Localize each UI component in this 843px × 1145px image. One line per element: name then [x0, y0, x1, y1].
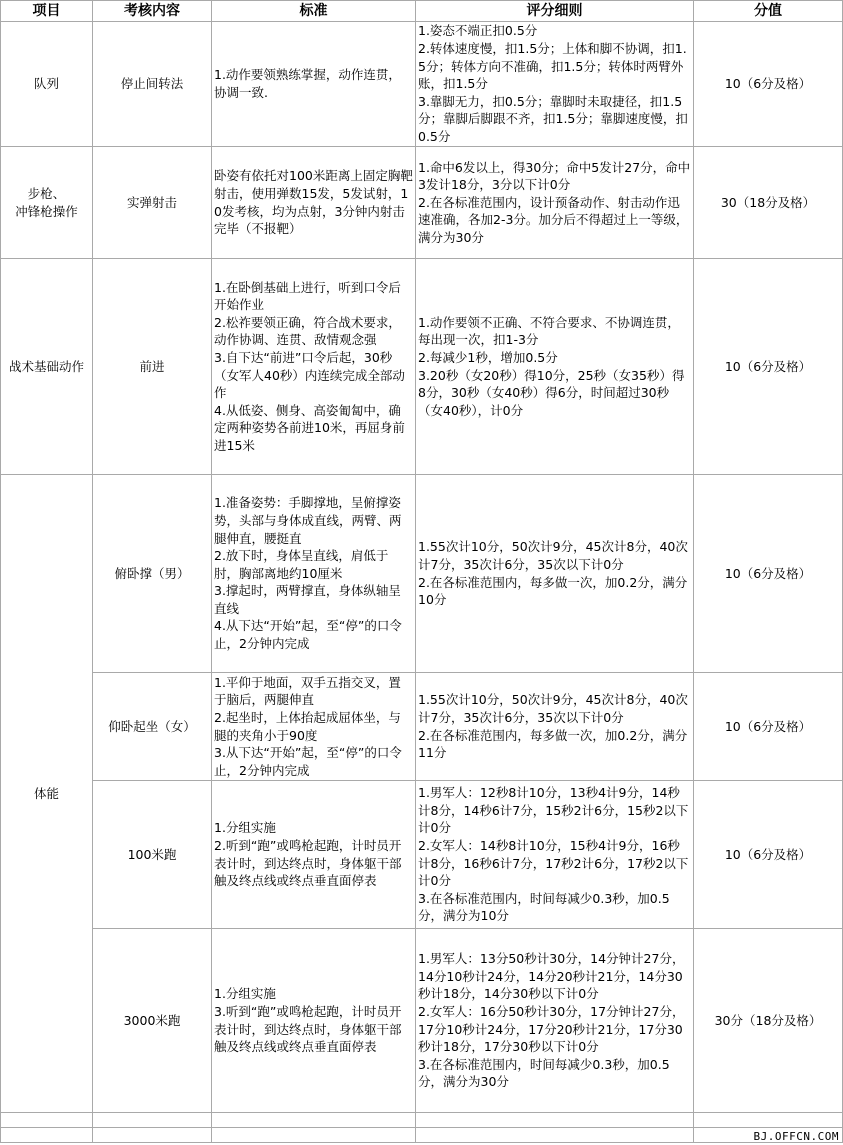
cell-scoring: 1.男军人：13分50秒计30分，14分钟计27分，14分10秒计24分，14分20秒计21分，14分30秒计18分，14分30秒以下计0分 2.女军人：16分50秒计30分，17分钟计27分，17分10秒计24分，17分20秒计21分，17分30秒计18分，17分30秒以下计0分 3.在各标准范围内，时间每减少0.3秒，加0.5分，满分为30分	[416, 929, 694, 1113]
cell-scoring: 1.命中6发以上，得30分；命中5发计27分，命中3发计18分，3分以下计0分 2.在各标准范围内，设计预备动作、射击动作迅速准确，各加2-3分。加分后不得超过上一等级，满分为30分	[416, 147, 694, 259]
header-standard: 标准	[212, 1, 416, 22]
cell-scoring: 1.姿态不端正扣0.5分 2.转体速度慢，扣1.5分；上体和脚不协调，扣1.5分；转体方向不准确，扣1.5分；转体时两臂外账，扣1.5分 3.靠脚无力，扣0.5分；靠脚时未取捷径，扣1.5分；靠脚后脚跟不齐，扣1.5分；靠脚速度慢，扣0.5分	[416, 22, 694, 147]
cell-score: 10（6分及格）	[694, 475, 843, 673]
cell-standard: 1.分组实施 3.听到“跑”或鸣枪起跑，计时员开表计时，到达终点时，身体躯干部触及终点线或终点垂直面停表	[212, 929, 416, 1113]
table-row	[1, 147, 843, 259]
cell-content: 实弹射击	[93, 147, 212, 259]
cell-scoring: 1.动作要领不正确、不符合要求、不协调连贯，每出现一次，扣1-3分 2.每减少1秒，增加0.5分 3.20秒（女20秒）得10分，25秒（女35秒）得8分，30秒（女40秒）得6分，时间超过30秒（女40秒），计0分	[416, 259, 694, 475]
cell-content: 100米跑	[93, 781, 212, 929]
cell-score: 10（6分及格）	[694, 22, 843, 147]
table-row	[1, 781, 843, 929]
empty-row	[1, 1113, 843, 1128]
empty-cell	[212, 1113, 416, 1128]
empty-row	[1, 1128, 843, 1143]
cell-content: 3000米跑	[93, 929, 212, 1113]
cell-content: 仰卧起坐（女）	[93, 673, 212, 781]
cell-standard: 1.准备姿势：手脚撑地，呈俯撑姿势，头部与身体成直线，两臂、两腿伸直，腰挺直 2.放下时，身体呈直线，肩低于肘，胸部离地约10厘米 3.撑起时，两臂撑直，身体纵轴呈直线 4.从下达“开始”起，至“停”的口令止，2分钟内完成	[212, 475, 416, 673]
table-row	[1, 475, 843, 673]
header-project: 项目	[1, 1, 93, 22]
empty-cell	[416, 1113, 694, 1128]
cell-content: 前进	[93, 259, 212, 475]
cell-standard: 1.平仰于地面，双手五指交叉，置于脑后，两腿伸直 2.起坐时，上体抬起成屈体坐，与腿的夹角小于90度 3.从下达“开始”起，至“停”的口令止，2分钟内完成	[212, 673, 416, 781]
cell-score: 10（6分及格）	[694, 673, 843, 781]
site-watermark: BJ.OFFCN.COM	[753, 1130, 839, 1143]
cell-scoring: 1.55次计10分，50次计9分，45次计8分，40次计7分，35次计6分，35次以下计0分 2.在各标准范围内，每多做一次，加0.2分，满分10分	[416, 475, 694, 673]
cell-project: 队列	[1, 22, 93, 147]
header-score: 分值	[694, 1, 843, 22]
table-row	[1, 259, 843, 475]
empty-cell	[93, 1113, 212, 1128]
cell-project: 体能	[1, 475, 93, 1113]
header-row	[1, 1, 843, 22]
cell-score: 10（6分及格）	[694, 781, 843, 929]
cell-scoring: 1.男军人：12秒8计10分，13秒4计9分，14秒计8分，14秒6计7分，15秒2计6分，15秒2以下计0分 2.女军人：14秒8计10分，15秒4计9分，16秒计8分，16秒6计7分，17秒2计6分，17秒2以下计0分 3.在各标准范围内，时间每减少0.3秒，加0.5分，满分为10分	[416, 781, 694, 929]
cell-standard: 1.分组实施 2.听到“跑”或鸣枪起跑，计时员开表计时，到达终点时，身体躯干部触及终点线或终点垂直面停表	[212, 781, 416, 929]
cell-score: 30（18分及格）	[694, 147, 843, 259]
cell-standard: 1.在卧倒基础上进行，听到口令后开始作业 2.松祚要领正确，符合战术要求，动作协调、连贯、敌情观念强 3.自下达“前进”口令后起，30秒（女军人40秒）内连续完成全部动作 4.从低姿、侧身、高姿匍匐中，确定两种姿势各前进10米，再屈身前进15米	[212, 259, 416, 475]
table-row	[1, 929, 843, 1113]
header-content: 考核内容	[93, 1, 212, 22]
empty-cell	[1, 1128, 93, 1143]
cell-score: 30分（18分及格）	[694, 929, 843, 1113]
table-row	[1, 673, 843, 781]
cell-standard: 卧姿有依托对100米距离上固定胸靶射击，使用弹数15发，5发试射，10发考核，均为点射，3分钟内射击完毕（不报靶）	[212, 147, 416, 259]
cell-scoring: 1.55次计10分，50次计9分，45次计8分，40次计7分，35次计6分，35次以下计0分 2.在各标准范围内，每多做一次，加0.2分，满分11分	[416, 673, 694, 781]
header-scoring: 评分细则	[416, 1, 694, 22]
empty-cell	[93, 1128, 212, 1143]
table-row	[1, 22, 843, 147]
empty-cell	[1, 1113, 93, 1128]
cell-project: 步枪、 冲锋枪操作	[1, 147, 93, 259]
cell-content: 停止间转法	[93, 22, 212, 147]
cell-content: 俯卧撑（男）	[93, 475, 212, 673]
cell-score: 10（6分及格）	[694, 259, 843, 475]
empty-cell	[212, 1128, 416, 1143]
cell-standard: 1.动作要领熟练掌握，动作连贯，协调一致.	[212, 22, 416, 147]
empty-cell	[694, 1113, 843, 1128]
cell-project: 战术基础动作	[1, 259, 93, 475]
empty-cell	[416, 1128, 694, 1143]
